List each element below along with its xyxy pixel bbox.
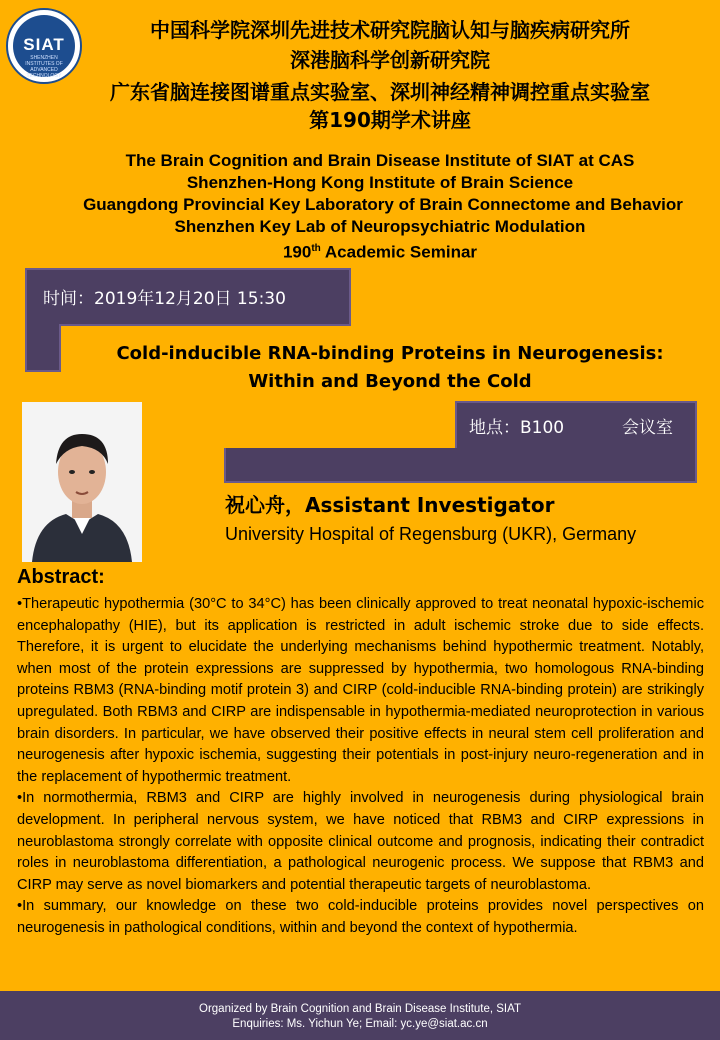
abstract-paragraph-1: •Therapeutic hypothermia (30°C to 34°C) has been clinically approved to treat neonatal hypoxic-ischemic encephalopathy (HIE), but its application is restricted in adult ischemic stroke due to side effects. Therefore, it is urgent to elucidate the underlying mechanisms behind hypothermic treatment. Notably, when most of the protein expressions are suppressed by hypothermia, two homologous RNA-binding proteins RBM3 (RNA-binding motif protein 3) and CIRP (cold-inducible RNA-binding protein) are strikingly upregulated. Both RBM3 and CIRP are indispensable in hypothermia-mediated neuroprotection in various brain disorders. In particular, we have observed their positive effects in neural stem cell proliferation and neurogenesis after hypoxic ischemia, suggesting their potentials in post-injury neuro-regeneration and in the replacement of hypothermic treatment. bbox=[17, 596, 704, 785]
seminar-number: 190th Academic Seminar bbox=[282, 242, 478, 262]
talk-title-line-1: Cold-inducible RNA-binding Proteins in Neurogenesis: bbox=[116, 343, 664, 364]
en-title-1: The Brain Cognition and Brain Disease Institute of SIAT at CAS bbox=[125, 151, 635, 170]
footer-organizer: Organized by Brain Cognition and Brain Disease Institute, SIAT bbox=[199, 1003, 521, 1015]
en-title-2: Shenzhen-Hong Kong Institute of Brain Science bbox=[186, 173, 574, 192]
footer-enquiries: Enquiries: Ms. Yichun Ye; Email: yc.ye@siat.ac.cn bbox=[232, 1018, 488, 1030]
speaker-photo bbox=[22, 402, 142, 562]
abstract-paragraph-3: •In summary, our knowledge on these two cold-inducible proteins provides novel perspectives on neurogenesis in pathological conditions, within and beyond the context of hypothermia. bbox=[17, 898, 704, 936]
logo-subtext: SHENZHEN INSTITUTES OF ADVANCED TECHNOLOGY bbox=[25, 55, 63, 79]
time-panel bbox=[25, 268, 351, 326]
cn-title-1: 中国科学院深圳先进技术研究院脑认知与脑疾病研究所 bbox=[150, 18, 630, 42]
speaker-name: 祝心舟，Assistant Investigator bbox=[225, 493, 555, 517]
venue-place-label: 地点：B100 bbox=[469, 418, 565, 438]
talk-title bbox=[60, 340, 720, 396]
venue-panel-join bbox=[457, 446, 695, 450]
time-panel-leg bbox=[25, 324, 61, 372]
speaker-affiliation: University Hospital of Regensburg (UKR), Germany bbox=[225, 524, 637, 544]
abstract-paragraph-2: •In normothermia, RBM3 and CIRP are highly involved in neurogenesis during physiological brain development. In peripheral nervous system, we have noticed that RBM3 and CIRP expressions in neuroblastoma strongly correlate with opposite clinical outcome and prognosis, indicating their contradict roles in neuroblastoma differentiation, a pathological neurogenic process. We suppose that RBM3 and CIRP may serve as novel biomarkers and potential therapeutic targets of neuroblastoma. bbox=[17, 790, 704, 893]
time-text: 时间：2019年12月20日 15:30 bbox=[43, 289, 286, 309]
venue-place-value: 会议室 bbox=[622, 418, 673, 438]
footer bbox=[0, 991, 720, 1040]
cn-title-3: 广东省脑连接图谱重点实验室、深圳神经精神调控重点实验室 bbox=[110, 80, 650, 104]
logo-text: SIAT bbox=[23, 35, 65, 54]
speaker-portrait-icon bbox=[22, 402, 142, 562]
venue-panel-bar bbox=[224, 448, 697, 483]
cn-title-2: 深港脑科学创新研究院 bbox=[290, 48, 490, 72]
en-title-4: Shenzhen Key Lab of Neuropsychiatric Modulation bbox=[174, 217, 586, 236]
talk-title-line-2: Within and Beyond the Cold bbox=[248, 371, 532, 392]
cn-title-4: 第190期学术讲座 bbox=[309, 108, 471, 132]
abstract-heading: Abstract: bbox=[17, 566, 105, 588]
abstract-body bbox=[17, 594, 704, 940]
en-title-3: Guangdong Provincial Key Laboratory of Brain Connectome and Behavior bbox=[83, 195, 683, 214]
